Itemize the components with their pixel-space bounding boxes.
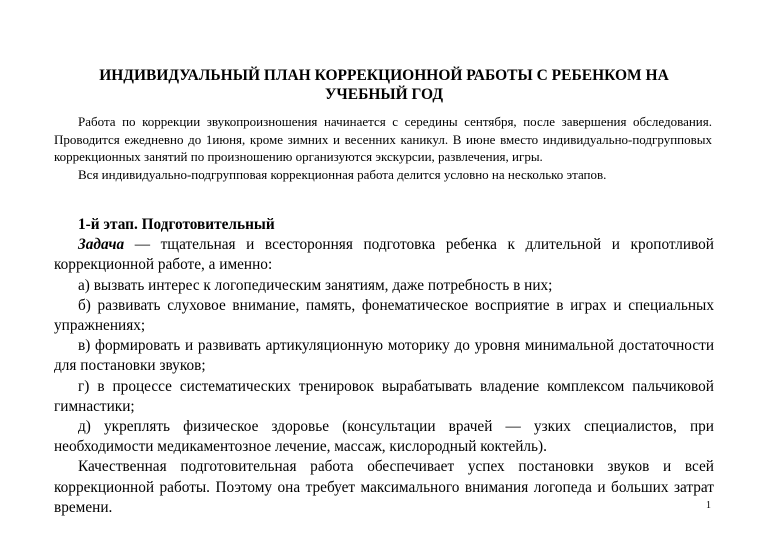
task-label: Задача	[78, 236, 125, 254]
intro-section	[54, 113, 712, 183]
task-item: а) вызвать интерес к логопедическим занятиям, даже потребность в них;	[78, 276, 553, 294]
task-item: б) развивать слуховое внимание, память, фонематическое восприятие в играх и специальных упражнениях;	[54, 296, 714, 335]
intro-paragraph: Работа по коррекции звукопроизношения начинается с середины сентября, после завершения обследования. Проводится ежедневно до 1июня, кроме зимних и весенних каникул. В июне вместо индивидуально-подгрупповых коррекционных занятий по произношению организуются экскурсии, развлечения, игры.	[54, 114, 712, 165]
document-title: ИНДИВИДУАЛЬНЫЙ ПЛАН КОРРЕКЦИОННОЙ РАБОТЫ С РЕБЕНКОМ НА УЧЕБНЫЙ ГОД	[99, 67, 669, 103]
stage-section	[54, 215, 714, 518]
task-item: д) укреплять физическое здоровье (консультации врачей — узких специалистов, при необходимости медикаментозное лечение, массаж, кислородный коктейль).	[54, 418, 714, 456]
stage-heading: 1-й этап. Подготовительный	[78, 216, 275, 233]
page-number: 1	[706, 500, 711, 511]
intro-paragraph: Вся индивидуально-подгрупповая коррекционная работа делится условно на несколько этапов.	[78, 166, 607, 182]
task-text: — тщательная и всесторонняя подготовка ребенка к длительной и кропотливой коррекционной работе, а именно:	[54, 236, 714, 274]
task-item: г) в процессе систематических тренировок вырабатывать владение комплексом пальчиковой гимнастики;	[54, 377, 714, 415]
conclusion-paragraph: Качественная подготовительная работа обеспечивает успех постановки звуков и всей коррекционной работы. Поэтому она требует максимального внимания логопеда и больших затрат времени.	[54, 458, 714, 516]
task-paragraph	[54, 235, 714, 275]
task-item: в) формировать и развивать артикуляционную моторику до уровня минимальной достаточности для постановки звуков;	[54, 337, 714, 375]
